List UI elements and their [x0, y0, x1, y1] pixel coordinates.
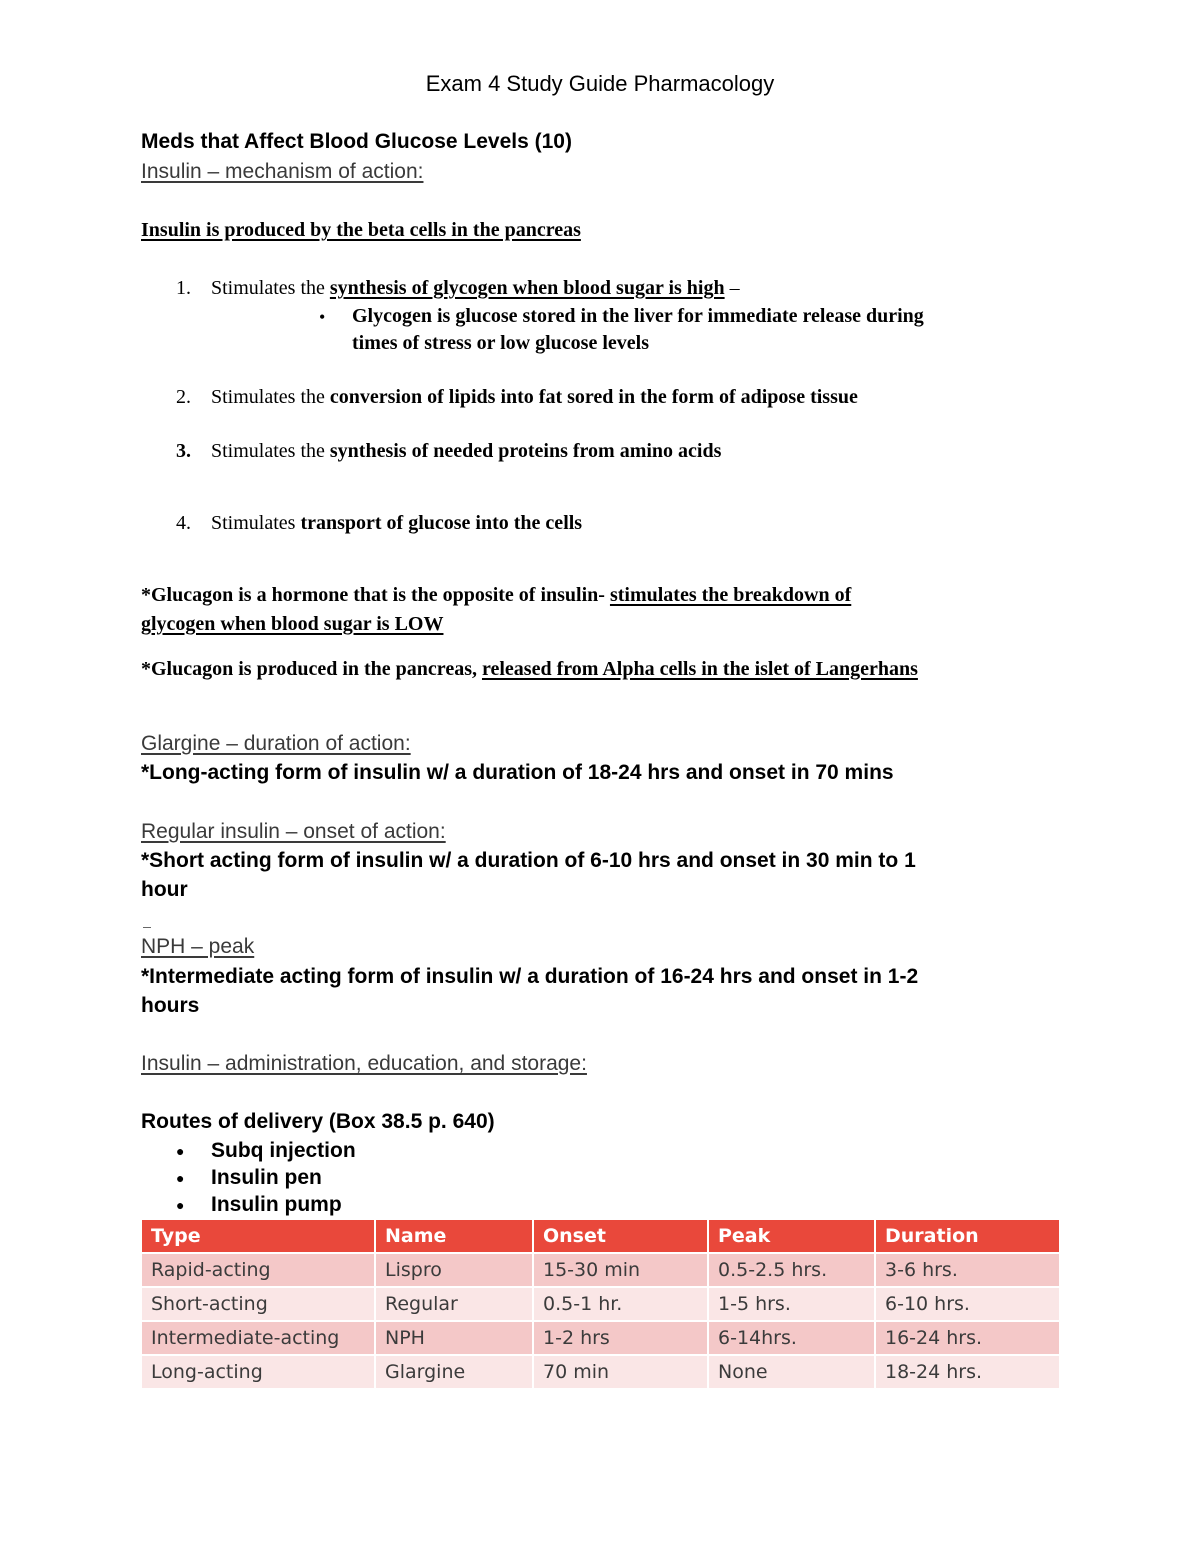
list-item-prefix: Stimulates: [211, 512, 301, 534]
glucagon-source-emphasis: released from Alpha cells in the islet of Langerhans: [481, 658, 918, 680]
insulin-moa-label: Insulin – mechanism of action:: [141, 160, 424, 183]
regular-insulin-description: hour: [141, 878, 188, 901]
glucagon-source-note: [141, 658, 918, 681]
column-header-duration: Duration: [875, 1220, 1059, 1253]
bullet-dot-icon: ●: [176, 1170, 185, 1186]
route-item: Insulin pump: [211, 1193, 342, 1216]
glucagon-note-emphasis: stimulates the breakdown of: [609, 584, 852, 606]
table-cell: 6-14hrs.: [708, 1321, 875, 1355]
list-item: [211, 440, 721, 463]
nph-description: *Intermediate acting form of insulin w/ a duration of 16-24 hrs and onset in 1-2: [141, 965, 919, 988]
list-item-emphasis: synthesis of needed proteins from amino acids: [329, 440, 722, 462]
list-item: [211, 277, 740, 300]
table-cell: 0.5-2.5 hrs.: [708, 1253, 875, 1287]
table-cell: 1-5 hrs.: [708, 1287, 875, 1321]
table-cell: NPH: [375, 1321, 533, 1355]
list-item-prefix: Stimulates the: [211, 386, 330, 408]
list-number: 4.: [176, 512, 191, 534]
stray-underline-mark: [143, 927, 151, 928]
table-cell: 18-24 hrs.: [875, 1355, 1059, 1388]
list-item: [211, 386, 858, 409]
regular-insulin-description: *Short acting form of insulin w/ a duration of 6-10 hrs and onset in 30 min to 1: [141, 849, 916, 872]
administration-label: Insulin – administration, education, and storage:: [141, 1052, 587, 1075]
section-heading: Meds that Affect Blood Glucose Levels (10): [141, 130, 572, 153]
list-item-emphasis: synthesis of glycogen when blood sugar is high: [329, 277, 725, 299]
bullet-dot-icon: •: [319, 307, 326, 327]
glucagon-note-emphasis: glycogen when blood sugar is LOW: [141, 613, 444, 635]
table-cell: Lispro: [375, 1253, 533, 1287]
list-item: [211, 512, 582, 535]
table-row: [142, 1321, 1059, 1355]
table-cell: 15-30 min: [533, 1253, 708, 1287]
table-cell: Long-acting: [142, 1355, 375, 1388]
table-cell: 3-6 hrs.: [875, 1253, 1059, 1287]
table-cell: 0.5-1 hr.: [533, 1287, 708, 1321]
sub-bullet-line: times of stress or low glucose levels: [352, 332, 649, 354]
nph-description: hours: [141, 994, 200, 1017]
list-item-emphasis: transport of glucose into the cells: [300, 512, 583, 534]
route-item: Insulin pen: [211, 1166, 322, 1189]
column-header-onset: Onset: [533, 1220, 708, 1253]
table-cell: 1-2 hrs: [533, 1321, 708, 1355]
bullet-dot-icon: ●: [176, 1143, 185, 1159]
list-number: 2.: [176, 386, 191, 408]
column-header-name: Name: [375, 1220, 533, 1253]
glargine-label: Glargine – duration of action:: [141, 732, 411, 755]
route-item: Subq injection: [211, 1139, 356, 1162]
insulin-types-table: [142, 1220, 1059, 1388]
table-cell: None: [708, 1355, 875, 1388]
list-number: 3.: [176, 440, 191, 462]
table-row: [142, 1253, 1059, 1287]
table-cell: Glargine: [375, 1355, 533, 1388]
glucagon-note-lead: *Glucagon is a hormone that is the opposite of insulin-: [141, 584, 610, 606]
insulin-production-statement: Insulin is produced by the beta cells in the pancreas: [141, 219, 581, 241]
regular-insulin-label: Regular insulin – onset of action:: [141, 820, 446, 843]
table-row: [142, 1287, 1059, 1321]
list-item-suffix: –: [724, 277, 740, 299]
table-header-row: [142, 1220, 1059, 1253]
table-cell: Short-acting: [142, 1287, 375, 1321]
glucagon-note: [141, 584, 851, 607]
list-number: 1.: [176, 277, 191, 299]
table-cell: 16-24 hrs.: [875, 1321, 1059, 1355]
column-header-peak: Peak: [708, 1220, 875, 1253]
table-cell: Rapid-acting: [142, 1253, 375, 1287]
table-row: [142, 1355, 1059, 1388]
bullet-dot-icon: ●: [176, 1197, 185, 1213]
list-item-prefix: Stimulates the: [211, 440, 330, 462]
glucagon-source-lead: *Glucagon is produced in the pancreas,: [141, 658, 482, 680]
nph-label: NPH – peak: [141, 935, 255, 958]
document-title: Exam 4 Study Guide Pharmacology: [425, 71, 775, 96]
sub-bullet-line: Glycogen is glucose stored in the liver for immediate release during: [352, 305, 924, 327]
list-item-prefix: Stimulates the: [211, 277, 330, 299]
list-item-emphasis: conversion of lipids into fat sored in the form of adipose tissue: [329, 386, 858, 408]
routes-heading: Routes of delivery (Box 38.5 p. 640): [141, 1110, 495, 1133]
table-cell: Regular: [375, 1287, 533, 1321]
glargine-description: *Long-acting form of insulin w/ a duration of 18-24 hrs and onset in 70 mins: [141, 761, 894, 784]
table-cell: 70 min: [533, 1355, 708, 1388]
table-cell: 6-10 hrs.: [875, 1287, 1059, 1321]
table-cell: Intermediate-acting: [142, 1321, 375, 1355]
column-header-type: Type: [142, 1220, 375, 1253]
